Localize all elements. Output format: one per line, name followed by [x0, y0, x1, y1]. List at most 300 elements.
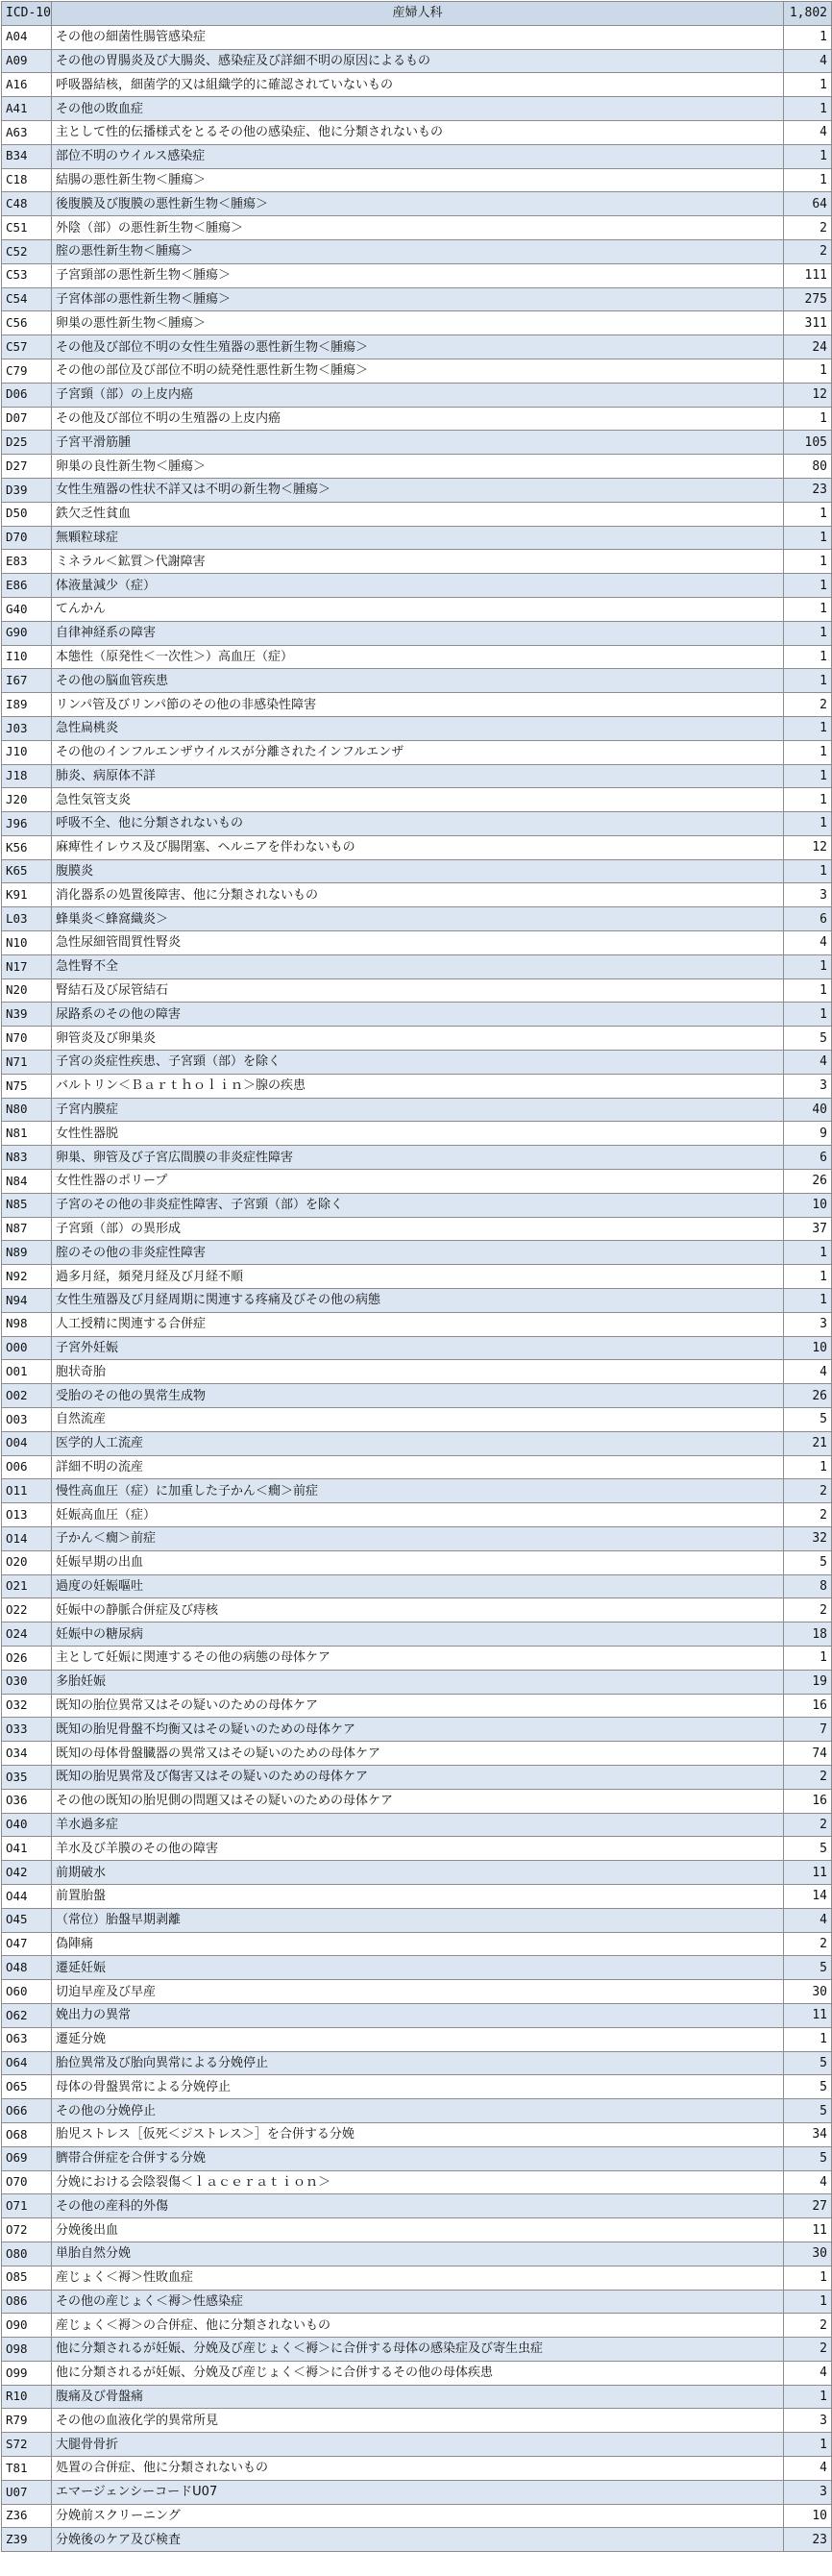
cell-count: 1: [784, 859, 832, 883]
table-row: [2, 455, 832, 479]
header-department: 産婦人科: [52, 2, 784, 26]
cell-disease-name: 胞状奇胎: [52, 1360, 784, 1384]
table-row: [2, 2218, 832, 2242]
cell-icd-code: N81: [2, 1122, 52, 1146]
cell-icd-code: O00: [2, 1336, 52, 1360]
cell-count: 16: [784, 1694, 832, 1718]
cell-count: 23: [784, 2528, 832, 2552]
cell-count: 21: [784, 1431, 832, 1455]
table-row: [2, 2504, 832, 2528]
cell-count: 1: [784, 1265, 832, 1289]
cell-count: 5: [784, 2099, 832, 2123]
cell-count: 1: [784, 954, 832, 978]
table-row: [2, 1718, 832, 1742]
cell-count: 3: [784, 2480, 832, 2504]
cell-icd-code: D06: [2, 383, 52, 407]
cell-disease-name: 尿路系のその他の障害: [52, 1003, 784, 1027]
cell-disease-name: 受胎のその他の異常生成物: [52, 1384, 784, 1408]
table-row: [2, 97, 832, 121]
cell-count: 10: [784, 1336, 832, 1360]
cell-count: 4: [784, 49, 832, 73]
cell-disease-name: 大腿骨骨折: [52, 2433, 784, 2457]
cell-icd-code: C18: [2, 168, 52, 192]
cell-icd-code: O68: [2, 2122, 52, 2146]
cell-count: 1: [784, 1289, 832, 1313]
cell-count: 5: [784, 2075, 832, 2099]
cell-disease-name: その他及び部位不明の女性生殖器の悪性新生物＜腫瘍＞: [52, 335, 784, 359]
table-row: [2, 859, 832, 883]
cell-count: 1: [784, 978, 832, 1003]
cell-disease-name: 医学的人工流産: [52, 1431, 784, 1455]
cell-count: 1: [784, 788, 832, 812]
cell-icd-code: S72: [2, 2433, 52, 2457]
cell-disease-name: 腹膜炎: [52, 859, 784, 883]
cell-disease-name: 体液量減少（症）: [52, 574, 784, 598]
cell-icd-code: D27: [2, 455, 52, 479]
table-row: [2, 1455, 832, 1479]
cell-icd-code: T81: [2, 2457, 52, 2481]
table-row: [2, 1622, 832, 1647]
cell-disease-name: 蜂巣炎＜蜂窩織炎＞: [52, 907, 784, 931]
table-row: [2, 49, 832, 73]
cell-disease-name: 胎児ストレス［仮死＜ジストレス＞］を合併する分娩: [52, 2122, 784, 2146]
cell-count: 30: [784, 1980, 832, 2004]
cell-icd-code: C52: [2, 239, 52, 263]
cell-disease-name: 子かん＜癇＞前症: [52, 1527, 784, 1551]
cell-icd-code: I67: [2, 669, 52, 693]
cell-disease-name: 羊水及び羊膜のその他の障害: [52, 1837, 784, 1861]
table-row: [2, 2457, 832, 2481]
cell-icd-code: K56: [2, 835, 52, 859]
cell-icd-code: J96: [2, 812, 52, 836]
cell-icd-code: K65: [2, 859, 52, 883]
cell-count: 1: [784, 97, 832, 121]
table-row: [2, 2075, 832, 2099]
table-row: [2, 1479, 832, 1503]
cell-icd-code: O99: [2, 2361, 52, 2385]
cell-disease-name: 人工授精に関連する合併症: [52, 1312, 784, 1336]
cell-icd-code: C48: [2, 192, 52, 216]
cell-count: 1: [784, 2027, 832, 2051]
cell-count: 1: [784, 550, 832, 574]
table-row: [2, 1837, 832, 1861]
cell-disease-name: 急性扁桃炎: [52, 716, 784, 740]
cell-count: 1: [784, 2290, 832, 2314]
cell-count: 1: [784, 1455, 832, 1479]
table-row: [2, 1861, 832, 1885]
cell-count: 1: [784, 812, 832, 836]
cell-disease-name: 呼吸器結核，細菌学的又は組織学的に確認されていないもの: [52, 73, 784, 97]
table-row: [2, 764, 832, 788]
cell-count: 2: [784, 1813, 832, 1837]
table-row: [2, 2480, 832, 2504]
cell-disease-name: 卵巣、卵管及び子宮広間膜の非炎症性障害: [52, 1146, 784, 1170]
table-row: [2, 120, 832, 144]
cell-icd-code: O71: [2, 2194, 52, 2218]
cell-icd-code: N17: [2, 954, 52, 978]
cell-icd-code: O04: [2, 1431, 52, 1455]
cell-count: 1: [784, 144, 832, 168]
cell-icd-code: O85: [2, 2266, 52, 2290]
cell-disease-name: 無顆粒球症: [52, 526, 784, 550]
cell-count: 5: [784, 1408, 832, 1432]
table-row: [2, 407, 832, 431]
cell-count: 11: [784, 2218, 832, 2242]
cell-disease-name: その他の産科的外傷: [52, 2194, 784, 2218]
cell-disease-name: 麻痺性イレウス及び腸閉塞、ヘルニアを伴わないもの: [52, 835, 784, 859]
cell-count: 1: [784, 1241, 832, 1265]
cell-icd-code: O62: [2, 2003, 52, 2027]
cell-icd-code: D39: [2, 478, 52, 502]
cell-disease-name: 多胎妊娠: [52, 1670, 784, 1694]
cell-count: 1: [784, 621, 832, 645]
table-row: [2, 1384, 832, 1408]
table-row: [2, 1884, 832, 1908]
table-row: [2, 2122, 832, 2146]
cell-disease-name: 分娩後出血: [52, 2218, 784, 2242]
cell-disease-name: 主として性的伝播様式をとるその他の感染症、他に分類されないもの: [52, 120, 784, 144]
table-row: [2, 1980, 832, 2004]
table-row: [2, 812, 832, 836]
table-row: [2, 1336, 832, 1360]
cell-count: 1: [784, 526, 832, 550]
table-row: [2, 1193, 832, 1217]
cell-disease-name: 腟のその他の非炎症性障害: [52, 1241, 784, 1265]
cell-disease-name: 子宮体部の悪性新生物＜腫瘍＞: [52, 287, 784, 311]
cell-disease-name: エマージェンシーコードU07: [52, 2480, 784, 2504]
cell-disease-name: 外陰（部）の悪性新生物＜腫瘍＞: [52, 216, 784, 240]
cell-count: 4: [784, 120, 832, 144]
cell-count: 4: [784, 1908, 832, 1932]
table-row: [2, 1503, 832, 1527]
table-row: [2, 621, 832, 645]
cell-disease-name: 消化器系の処置後障害、他に分類されないもの: [52, 883, 784, 907]
cell-icd-code: E83: [2, 550, 52, 574]
cell-disease-name: その他の脳血管疾患: [52, 669, 784, 693]
cell-icd-code: O40: [2, 1813, 52, 1837]
cell-disease-name: 妊娠高血圧（症）: [52, 1503, 784, 1527]
cell-disease-name: 偽陣痛: [52, 1932, 784, 1956]
cell-count: 6: [784, 907, 832, 931]
cell-icd-code: B34: [2, 144, 52, 168]
cell-count: 3: [784, 2409, 832, 2433]
cell-count: 2: [784, 216, 832, 240]
header-total: 1,802: [784, 2, 832, 26]
table-row: [2, 2290, 832, 2314]
cell-count: 10: [784, 1193, 832, 1217]
cell-count: 4: [784, 1360, 832, 1384]
cell-icd-code: N10: [2, 931, 52, 955]
cell-icd-code: O03: [2, 1408, 52, 1432]
cell-icd-code: N83: [2, 1146, 52, 1170]
table-row: [2, 1122, 832, 1146]
cell-disease-name: 鉄欠乏性貧血: [52, 502, 784, 526]
table-row: [2, 597, 832, 621]
cell-count: 4: [784, 931, 832, 955]
cell-icd-code: E86: [2, 574, 52, 598]
cell-icd-code: O47: [2, 1932, 52, 1956]
cell-icd-code: O06: [2, 1455, 52, 1479]
cell-icd-code: O48: [2, 1956, 52, 1980]
cell-icd-code: J10: [2, 740, 52, 764]
cell-icd-code: O41: [2, 1837, 52, 1861]
cell-disease-name: 妊娠中の静脈合併症及び痔核: [52, 1598, 784, 1622]
cell-count: 12: [784, 835, 832, 859]
cell-disease-name: 産じょく＜褥＞の合併症、他に分類されないもの: [52, 2314, 784, 2338]
cell-disease-name: リンパ管及びリンパ節のその他の非感染性障害: [52, 693, 784, 717]
cell-icd-code: O70: [2, 2170, 52, 2194]
cell-count: 4: [784, 1051, 832, 1075]
cell-disease-name: その他の産じょく＜褥＞性感染症: [52, 2290, 784, 2314]
cell-count: 5: [784, 1956, 832, 1980]
cell-count: 19: [784, 1670, 832, 1694]
table-row: [2, 1789, 832, 1813]
table-row: [2, 788, 832, 812]
cell-count: 1: [784, 2385, 832, 2409]
table-row: [2, 1598, 832, 1622]
table-row: [2, 1694, 832, 1718]
cell-disease-name: 処置の合併症、他に分類されないもの: [52, 2457, 784, 2481]
cell-disease-name: 急性腎不全: [52, 954, 784, 978]
cell-count: 275: [784, 287, 832, 311]
table-row: [2, 835, 832, 859]
table-row: [2, 1574, 832, 1598]
cell-disease-name: 子宮頸（部）の上皮内癌: [52, 383, 784, 407]
cell-count: 32: [784, 1527, 832, 1551]
cell-count: 24: [784, 335, 832, 359]
table-row: [2, 907, 832, 931]
table-row: [2, 2146, 832, 2170]
cell-icd-code: I89: [2, 693, 52, 717]
cell-icd-code: N98: [2, 1312, 52, 1336]
table-row: [2, 25, 832, 49]
cell-disease-name: 遷延分娩: [52, 2027, 784, 2051]
cell-disease-name: 単胎自然分娩: [52, 2242, 784, 2266]
cell-icd-code: O64: [2, 2051, 52, 2075]
cell-icd-code: J18: [2, 764, 52, 788]
cell-count: 8: [784, 1574, 832, 1598]
cell-icd-code: O60: [2, 1980, 52, 2004]
cell-count: 4: [784, 2457, 832, 2481]
cell-icd-code: N87: [2, 1217, 52, 1241]
table-row: [2, 1003, 832, 1027]
icd10-count-table: [1, 1, 832, 2552]
table-row: [2, 1742, 832, 1766]
cell-count: 1: [784, 2433, 832, 2457]
cell-icd-code: C53: [2, 263, 52, 287]
cell-icd-code: N75: [2, 1074, 52, 1098]
cell-count: 311: [784, 311, 832, 335]
cell-count: 7: [784, 1718, 832, 1742]
cell-count: 30: [784, 2242, 832, 2266]
cell-disease-name: 過度の妊娠嘔吐: [52, 1574, 784, 1598]
cell-disease-name: 胎位異常及び胎向異常による分娩停止: [52, 2051, 784, 2075]
cell-disease-name: 既知の母体骨盤臓器の異常又はその疑いのための母体ケア: [52, 1742, 784, 1766]
cell-count: 74: [784, 1742, 832, 1766]
cell-disease-name: その他の分娩停止: [52, 2099, 784, 2123]
cell-disease-name: 結腸の悪性新生物＜腫瘍＞: [52, 168, 784, 192]
cell-count: 1: [784, 359, 832, 383]
cell-icd-code: N80: [2, 1098, 52, 1122]
table-row: [2, 1312, 832, 1336]
cell-icd-code: G90: [2, 621, 52, 645]
table-row: [2, 478, 832, 502]
table-row: [2, 931, 832, 955]
table-row: [2, 1670, 832, 1694]
cell-count: 40: [784, 1098, 832, 1122]
table-row: [2, 502, 832, 526]
table-row: [2, 1408, 832, 1432]
cell-disease-name: 子宮外妊娠: [52, 1336, 784, 1360]
table-row: [2, 216, 832, 240]
cell-icd-code: C56: [2, 311, 52, 335]
cell-icd-code: N70: [2, 1027, 52, 1051]
cell-disease-name: 部位不明のウイルス感染症: [52, 144, 784, 168]
cell-disease-name: 娩出力の異常: [52, 2003, 784, 2027]
table-row: [2, 2170, 832, 2194]
cell-icd-code: A63: [2, 120, 52, 144]
cell-icd-code: I10: [2, 645, 52, 669]
cell-icd-code: O35: [2, 1765, 52, 1789]
cell-count: 12: [784, 383, 832, 407]
cell-disease-name: 母体の骨盤異常による分娩停止: [52, 2075, 784, 2099]
cell-icd-code: N71: [2, 1051, 52, 1075]
cell-count: 1: [784, 168, 832, 192]
cell-disease-name: 子宮平滑筋腫: [52, 431, 784, 455]
cell-icd-code: D07: [2, 407, 52, 431]
cell-disease-name: 女性生殖器の性状不詳又は不明の新生物＜腫瘍＞: [52, 478, 784, 502]
table-row: [2, 263, 832, 287]
cell-disease-name: 前期破水: [52, 1861, 784, 1885]
cell-disease-name: 卵管炎及び卵巣炎: [52, 1027, 784, 1051]
cell-disease-name: 臍帯合併症を合併する分娩: [52, 2146, 784, 2170]
table-row: [2, 2338, 832, 2362]
cell-count: 2: [784, 693, 832, 717]
cell-icd-code: O36: [2, 1789, 52, 1813]
cell-count: 1: [784, 645, 832, 669]
cell-icd-code: J03: [2, 716, 52, 740]
table-row: [2, 1908, 832, 1932]
table-row: [2, 359, 832, 383]
cell-count: 26: [784, 1170, 832, 1194]
table-row: [2, 383, 832, 407]
cell-icd-code: O69: [2, 2146, 52, 2170]
cell-count: 27: [784, 2194, 832, 2218]
table-row: [2, 1265, 832, 1289]
cell-disease-name: その他及び部位不明の生殖器の上皮内癌: [52, 407, 784, 431]
cell-disease-name: （常位）胎盤早期剥離: [52, 1908, 784, 1932]
cell-count: 14: [784, 1884, 832, 1908]
cell-disease-name: バルトリン＜Ｂａｒｔｈｏｌｉｎ＞腺の疾患: [52, 1074, 784, 1098]
cell-icd-code: D25: [2, 431, 52, 455]
cell-icd-code: D70: [2, 526, 52, 550]
cell-icd-code: N89: [2, 1241, 52, 1265]
cell-icd-code: G40: [2, 597, 52, 621]
cell-disease-name: 子宮頸（部）の異形成: [52, 1217, 784, 1241]
table-row: [2, 335, 832, 359]
cell-icd-code: O02: [2, 1384, 52, 1408]
cell-icd-code: O44: [2, 1884, 52, 1908]
table-row: [2, 2385, 832, 2409]
table-row: [2, 1027, 832, 1051]
cell-disease-name: 急性気管支炎: [52, 788, 784, 812]
cell-disease-name: 羊水過多症: [52, 1813, 784, 1837]
table-row: [2, 693, 832, 717]
cell-icd-code: C79: [2, 359, 52, 383]
cell-icd-code: K91: [2, 883, 52, 907]
cell-disease-name: 子宮頸部の悪性新生物＜腫瘍＞: [52, 263, 784, 287]
cell-count: 2: [784, 1503, 832, 1527]
cell-disease-name: 女性性器脱: [52, 1122, 784, 1146]
table-row: [2, 954, 832, 978]
table-row: [2, 740, 832, 764]
table-row: [2, 73, 832, 97]
cell-icd-code: O21: [2, 1574, 52, 1598]
cell-disease-name: 遷延妊娠: [52, 1956, 784, 1980]
cell-disease-name: 切迫早産及び早産: [52, 1980, 784, 2004]
cell-count: 64: [784, 192, 832, 216]
cell-count: 1: [784, 574, 832, 598]
cell-count: 111: [784, 263, 832, 287]
cell-icd-code: N20: [2, 978, 52, 1003]
cell-icd-code: Z36: [2, 2504, 52, 2528]
cell-disease-name: 自律神経系の障害: [52, 621, 784, 645]
table-row: [2, 1241, 832, 1265]
cell-count: 2: [784, 1765, 832, 1789]
cell-disease-name: 自然流産: [52, 1408, 784, 1432]
cell-disease-name: 分娩後のケア及び検査: [52, 2528, 784, 2552]
cell-count: 10: [784, 2504, 832, 2528]
cell-icd-code: U07: [2, 2480, 52, 2504]
cell-icd-code: O98: [2, 2338, 52, 2362]
cell-disease-name: その他の胃腸炎及び大腸炎、感染症及び詳細不明の原因によるもの: [52, 49, 784, 73]
cell-count: 3: [784, 883, 832, 907]
cell-count: 6: [784, 1146, 832, 1170]
cell-count: 5: [784, 1837, 832, 1861]
cell-count: 1: [784, 2266, 832, 2290]
table-row: [2, 645, 832, 669]
cell-icd-code: O33: [2, 1718, 52, 1742]
cell-disease-name: 他に分類されるが妊娠、分娩及び産じょく＜褥＞に合併する母体の感染症及び寄生虫症: [52, 2338, 784, 2362]
cell-icd-code: A04: [2, 25, 52, 49]
cell-count: 2: [784, 2314, 832, 2338]
cell-disease-name: 他に分類されるが妊娠、分娩及び産じょく＜褥＞に合併するその他の母体疾患: [52, 2361, 784, 2385]
cell-disease-name: 女性生殖器及び月経周期に関連する疼痛及びその他の病態: [52, 1289, 784, 1313]
table-row: [2, 239, 832, 263]
table-row: [2, 1051, 832, 1075]
cell-count: 23: [784, 478, 832, 502]
cell-disease-name: 産じょく＜褥＞性敗血症: [52, 2266, 784, 2290]
cell-count: 1: [784, 502, 832, 526]
cell-count: 18: [784, 1622, 832, 1647]
cell-icd-code: N94: [2, 1289, 52, 1313]
cell-icd-code: O45: [2, 1908, 52, 1932]
table-row: [2, 192, 832, 216]
cell-disease-name: 本態性（原発性＜一次性＞）高血圧（症）: [52, 645, 784, 669]
cell-disease-name: ミネラル＜鉱質＞代謝障害: [52, 550, 784, 574]
table-row: [2, 1098, 832, 1122]
cell-icd-code: N85: [2, 1193, 52, 1217]
table-row: [2, 1289, 832, 1313]
table-row: [2, 1956, 832, 1980]
cell-icd-code: R10: [2, 2385, 52, 2409]
cell-disease-name: 既知の胎位異常又はその疑いのための母体ケア: [52, 1694, 784, 1718]
table-row: [2, 1550, 832, 1574]
cell-icd-code: O11: [2, 1479, 52, 1503]
cell-icd-code: A41: [2, 97, 52, 121]
table-row: [2, 574, 832, 598]
cell-icd-code: O42: [2, 1861, 52, 1885]
